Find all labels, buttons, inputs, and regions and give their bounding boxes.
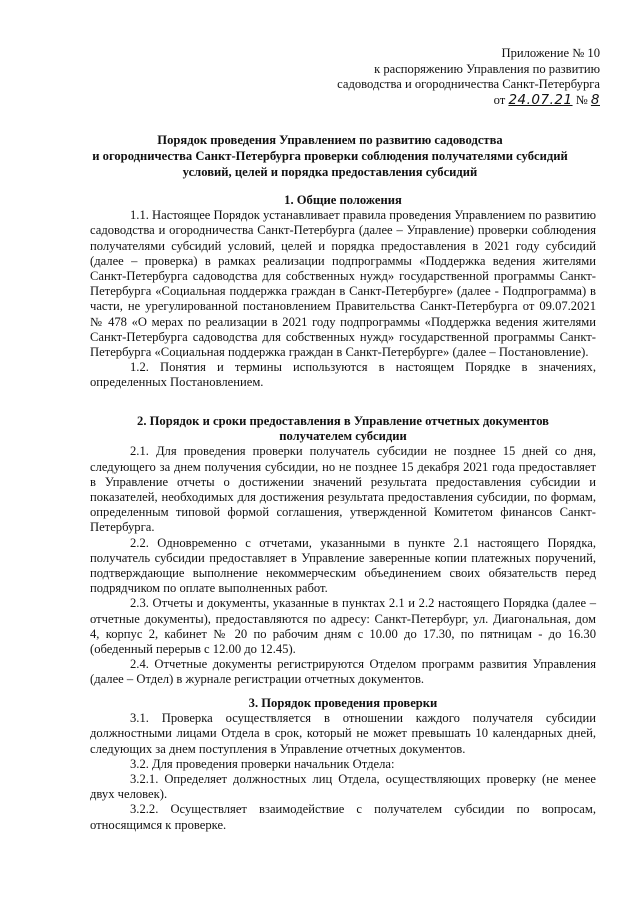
section-heading: 1. Общие положения <box>284 193 402 207</box>
appendix-reference: к распоряжению Управления по развитию <box>374 61 600 76</box>
title-line-2: и огородничества Санкт-Петербурга проверки соблюдения получателями субсидий <box>92 149 568 163</box>
handwritten-date: 24.07.21 <box>508 91 573 108</box>
document-title <box>60 132 600 180</box>
paragraph: 2.4. Отчетные документы регистрируются Отделом программ развития Управления (далее – Отдел) в журнале регистрации отчетных документов. <box>90 657 596 687</box>
appendix-header <box>337 46 600 108</box>
paragraph: 1.2. Понятия и термины используются в настоящем Порядке в значениях, определенных Постановлением. <box>90 360 596 390</box>
date-prefix: от <box>493 92 506 107</box>
paragraph: 3.1. Проверка осуществляется в отношении каждого получателя субсидии должностными лицами Отдела в срок, который не может превышать 10 календарных дней, следующих за днем поступления в Управление отчетных документов. <box>90 711 596 756</box>
paragraph: 3.2.1. Определяет должностных лиц Отдела, осуществляющих проверку (не менее двух человек). <box>90 772 596 802</box>
title-line-3: условий, целей и порядка предоставления субсидий <box>182 165 478 179</box>
paragraph: 1.1. Настоящее Порядок устанавливает правила проведения Управлением по развитию садоводства и огородничества Санкт-Петербурга (далее – Управление) проверки соблюдения получателями субсидий условий, целей и порядка предоставления в 2021 году субсидий (далее – проверка) в рамках реализации подпрограммы «Поддержка ведения жителями Санкт-Петербурга садоводства для собственных нужд» государственной программы Санкт-Петербурга «Социальная поддержка граждан в Санкт-Петербурге» (далее - Подпрограмма) в части, не урегулированной постановлением Правительства Санкт-Петербурга от 09.07.2021 № 478 «О мерах по реализации в 2021 году подпрограммы «Поддержка ведения жителями Санкт-Петербурга садоводства для собственных нужд» государственной программы Санкт-Петербурга «Социальная поддержка граждан в Санкт-Петербурге» (далее – Постановление). <box>90 208 596 360</box>
number-sign: № <box>575 92 588 107</box>
appendix-number: Приложение № 10 <box>501 46 600 60</box>
paragraph: 3.2. Для проведения проверки начальник Отдела: <box>130 756 395 771</box>
paragraph: 2.2. Одновременно с отчетами, указанными в пункте 2.1 настоящего Порядка, получатель субсидии предоставляет в Управление заверенные копии платежных поручений, подтверждающие выполнение некоммерческим объединением своих обязательств перед подрядчиком по оплате выполненных работ. <box>90 535 596 596</box>
title-line-1: Порядок проведения Управлением по развитию садоводства <box>157 133 503 147</box>
section-heading: 3. Порядок проведения проверки <box>248 696 438 710</box>
section-3 <box>90 696 596 833</box>
paragraph: 2.3. Отчеты и документы, указанные в пунктах 2.1 и 2.2 настоящего Порядка (далее – отчетные документы), предоставляются по адресу: Санкт-Петербург, ул. Диагональная, дом 4, корпус 2, кабинет № 20 по рабочим дням с 10.00 до 17.30, по пятницам - до 16.30 (обеденный перерыв с 12.00 до 12.45). <box>90 596 596 657</box>
section-1 <box>90 193 596 391</box>
paragraph: 3.2.2. Осуществляет взаимодействие с получателем субсидии по вопросам, относящимся к проверке. <box>90 802 596 832</box>
section-heading: 2. Порядок и сроки предоставления в Управление отчетных документов получателем субсидии <box>137 414 549 444</box>
handwritten-number: 8 <box>590 91 600 108</box>
appendix-date-line <box>337 93 600 109</box>
paragraph: 2.1. Для проведения проверки получатель субсидии не позднее 15 дней со дня, следующего за днем получения субсидии, но не позднее 15 декабря 2021 года предоставляет в Управление отчеты о достижении значений результата предоставления субсидии и показателей, необходимых для достижения результата предоставления субсидии, по формам, определенным типовой формой соглашения, утвержденной Комитетом финансов Санкт-Петербурга. <box>90 444 596 535</box>
appendix-authority: садоводства и огородничества Санкт-Петербурга <box>337 77 600 91</box>
section-2 <box>90 414 596 688</box>
